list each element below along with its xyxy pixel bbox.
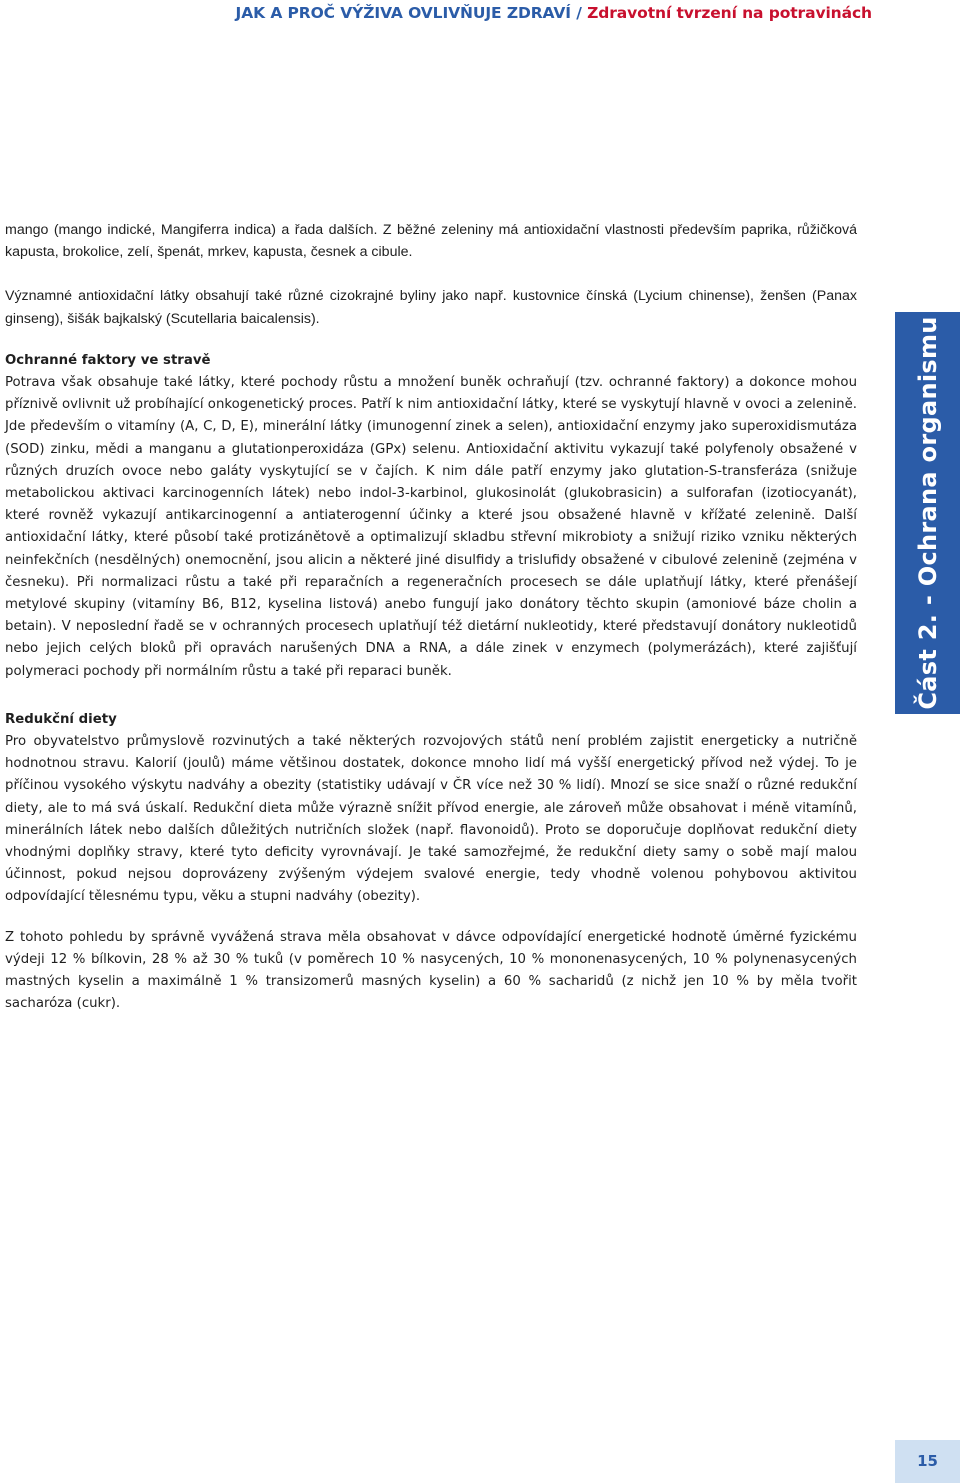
page-number-box [895,1440,960,1483]
running-header [236,4,872,22]
chapter-side-label: Část 2. - Ochrana organismu [913,316,942,710]
header-separator: / [576,4,582,22]
paragraph-protective-factors: Potrava však obsahuje také látky, které pochody růstu a množení buněk ochraňují (tzv. ochranné faktory) a dokonce mohou příznivě ovlivnit už probíhající onkogenetický proces. Patří k nim antioxidační látky, které se vyskytují hlavně v ovoci a zelenině. Jde především o vitamíny (A, C, D, E), minerální látky (imunogenní zinek a selen), antioxidační enzymy jako superoxidismutáza (SOD) zinku, mědi a manganu a glutationperoxidáza (GPx) selenu. Antioxidační aktivitu vykazují také polyfenoly obsažené v různých druzích ovoce nebo galáty vyskytující se v čajích. K nim dále patří enzymy jako glutation-S-transferáza (snižuje metabolickou aktivaci karcinogenních látek) nebo indol-3-karbinol, glukosinolát (glukobrasicin) a sulforafan (izotiocyanát), které rovněž vykazují antikarcinogenní a antiaterogenní účinky a které jsou obsažené hlavně v křížaté zelenině. Další antioxidační látky, které působí také protizánětově a optimalizují skladbu střevní mikrobioty a snižují riziko vzniku některých neinfekčních (nesdělných) onemocnění, jsou alicin a některé jiné disulfidy a trislufidy obsažené v cibulové zelenině (zejména v česneku). Při normalizaci růstu a také při reparačních a regeneračních procesech se dále uplatňují látky, které přenášejí metylové skupiny (vitamíny B6, B12, kyselina listová) anebo fungují jako donátory těchto skupin (amoniové báze cholin a betain). V neposlední řadě se v ochranných procesech uplatňují též dietární nukleotidy, které představují donátory nukleotidů nebo jejich celých bloků při opravách narušených DNA a RNA, a dále zinek v enzymech (polymerázách), které zajišťují polymeraci pochody při normálním růstu a také při reparaci buněk. [5,375,857,679]
section-heading-reduction-diets: Redukční diety [5,711,117,727]
header-title: JAK A PROČ VÝŽIVA OVLIVŇUJE ZDRAVÍ [235,4,571,22]
page-body [5,219,857,1016]
paragraph-intro: mango (mango indické, Mangiferra indica) a řada dalších. Z běžné zeleniny má antioxidační vlastnosti především paprika, růžičková kapusta, brokolice, zelí, špenát, mrkev, kapusta, česnek a cibule. [5,222,857,261]
paragraph-herbs: Významné antioxidační látky obsahují také různé cizokrajné byliny jako např. kustovnice čínská (Lycium chinense), ženšen (Panax ginseng), šišák bajkalský (Scutellaria baicalensis). [5,288,857,327]
section-heading-protective-factors: Ochranné faktory ve stravě [5,352,211,368]
header-subtitle: Zdravotní tvrzení na potravinách [587,4,872,22]
chapter-side-tab [895,312,960,714]
paragraph-balanced-diet: Z tohoto pohledu by správně vyvážená strava měla obsahovat v dávce odpovídající energetické hodnotě úměrné fyzickému výdeji 12 % bílkovin, 28 % až 30 % tuků (v poměrech 10 % nasycených, 10 % mononenasycených, 10 % polynenasycených mastných kyselin a maximálně 1 % transizomerů masných kyselin) a 60 % sacharidů (z nichž jen 10 % by měla tvořit sacharóza (cukr). [5,929,857,1012]
paragraph-reduction-diets: Pro obyvatelstvo průmyslově rozvinutých a také některých rozvojových států není problém zajistit energeticky a nutričně hodnotnou stravu. Kalorií (joulů) máme většinou dostatek, dokonce mnoho lidí má vyšší energetický přívod než výdej. To je příčinou vysokého výskytu nadváhy a obezity (statistiky udávají v ČR více než 30 % lidí). Mnozí se sice snaží o různé redukční diety, ale to má svá úskalí. Redukční dieta může výrazně snížit přívod energie, ale zároveň může obsahovat i méně vitamínů, minerálních látek nebo dalších důležitých nutričních složek (např. flavonoidů). Proto se doporučuje doplňovat redukční diety vhodnými doplňky stravy, které tyto deficity vyrovnávají. Je také samozřejmé, že redukční diety samy o sobě mají malou účinnost, pokud nejsou doprovázeny zvýšeným výdejem svalové energie, tedy vhodně volenou pohybovou aktivitou odpovídající tělesnému typu, věku a stupni nadváhy (obezity). [5,734,857,905]
page-number: 15 [917,1452,938,1470]
